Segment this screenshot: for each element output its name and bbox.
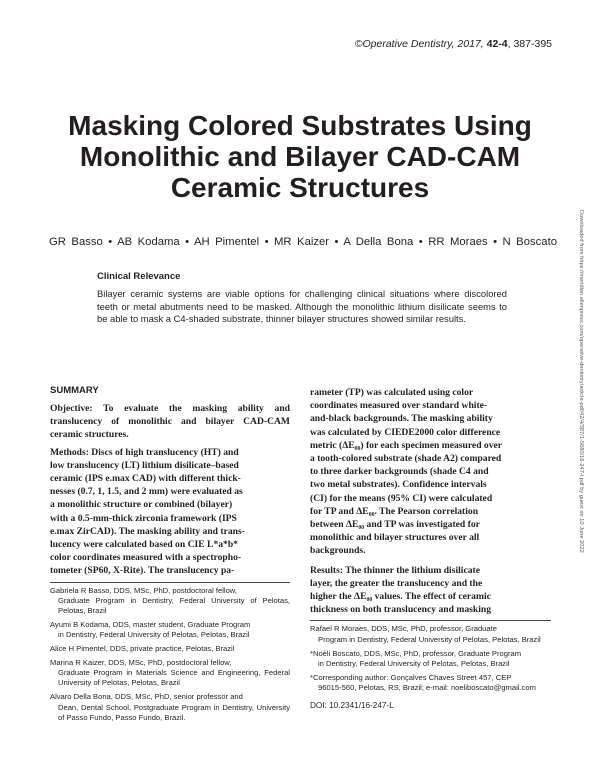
methods-line: rameter (TP) was calculated using color (310, 387, 474, 398)
summary-methods-continued (310, 386, 551, 558)
methods-line: a monolithic structure or combined (bilayer) (50, 499, 233, 511)
methods-line: e.max ZirCAD). The masking ability and trans- (50, 525, 245, 537)
summary-heading: SUMMARY (50, 385, 99, 396)
left-column (50, 385, 290, 727)
affiliation-kaizer: Marina R Kaizer, DDS, MSc, PhD, postdoctoral fellow, Graduate Program in Materials Science and Engineering, Federal University of Pelotas, Pelotas, Brazil (50, 658, 290, 688)
methods-line: metric (ΔE₀₀) for each specimen measured over (310, 439, 503, 451)
journal-header (355, 38, 552, 50)
affiliation-kodama: Ayumi B Kodama, DDS, master student, Graduate Program in Dentistry, Federal University of Pelotas, Pelotas, Brazil (50, 619, 251, 640)
methods-line: with a 0.5-mm-thick zirconia framework (IPS (50, 512, 237, 524)
journal-pages: , 387-395 (507, 38, 552, 50)
methods-line: color coordinates measured with a spectropho- (50, 552, 242, 564)
right-column (310, 386, 551, 710)
affiliation-boscato: *Noéli Boscato, DDS, MSc, PhD, professor, Graduate Program in Dentistry, Federal University of Pelotas, Pelotas, Brazil (310, 648, 522, 668)
affiliation-basso: Gabriela R Basso, DDS, MSc, PhD, postdoctoral fellow, Graduate Program in Dentistry, Federal University of Pelotas, Pelotas, Brazil (50, 585, 290, 615)
results-line: higher the ΔE₀₀ values. The effect of ceramic (310, 591, 491, 603)
results-line: layer, the greater the translucency and the (310, 577, 483, 589)
methods-line: backgrounds. (310, 545, 366, 557)
methods-line: and-black backgrounds. The masking ability (310, 413, 493, 425)
title-line: Ceramic Structures (170, 172, 430, 203)
methods-line: to three darker backgrounds (shade C4 and (310, 466, 489, 478)
methods-line: coordinates measured over standard white- (310, 400, 488, 412)
methods-line: lucency were calculated based on CIE L*a*b* (50, 539, 238, 551)
methods-line: ceramic (IPS e.max CAD) with different thick- (50, 473, 241, 485)
doi: DOI: 10.2341/16-247-L (310, 701, 394, 711)
clinical-relevance-heading: Clinical Relevance (97, 271, 181, 282)
methods-line: was calculated by CIEDE2000 color difference (310, 426, 501, 438)
affiliation-della-bona: Alvaro Della Bona, DDS, MSc, PhD, senior professor and Dean, Dental School, Postgraduate Program in Dentistry, University of Passo Fundo, Passo Fundo, Brazil. (50, 692, 290, 722)
title-line: Monolithic and Bilayer CAD-CAM (79, 141, 521, 172)
results-line: thickness on both translucency and masking (310, 604, 491, 616)
journal-name: ©Operative Dentistry, 2017, (354, 38, 487, 50)
methods-line: two metal substrates). Confidence intervals (310, 479, 487, 491)
methods-line: (CI) for the means (95% CI) were calculated (310, 492, 493, 504)
author-list: GR Basso • AB Kodama • AH Pimentel • MR Kaizer • A Della Bona • RR Moraes • N Boscato (49, 236, 557, 248)
results-line: Results: The thinner the lithium disilicate (310, 564, 480, 576)
clinical-relevance-text: Bilayer ceramic systems are viable options for challenging clinical situations where discolored teeth or metal abutments need to be masked. Although the monolithic lithium disilicate seems to be able to mask a C4-shaded substrate, thinner bilayer structures showed similar results. (97, 288, 507, 324)
affiliation-divider (310, 620, 551, 621)
affiliation-divider (50, 582, 290, 583)
methods-line: tometer (SP60, X-Rite). The translucency pa- (50, 565, 235, 577)
corresponding-author: *Corresponding author: Gonçalves Chaves Street 457, CEP 96015-560, Pelotas, RS, Brazil; e-mail: noeliboscato@gmail.com (310, 672, 536, 692)
affiliation-moraes: Rafael R Moraes, DDS, MSc, PhD, professor, Graduate Program in Dentistry, Federal University of Pelotas, Pelotas, Brazil (310, 624, 541, 644)
methods-line: between ΔE₀₀ and TP was investigated for (310, 519, 480, 531)
affiliation-pimentel: Alice H Pimentel, DDS, private practice, Pelotas, Brazil (50, 644, 235, 654)
title-line: Masking Colored Substrates Using (68, 110, 532, 141)
methods-line: nesses (0.7, 1, 1.5, and 2 mm) were evaluated as (50, 486, 243, 498)
journal-volume: 42-4 (486, 38, 508, 50)
download-notice: Downloaded from https://meridian.allenpress.com/operative-dentistry/article-pdf/42/4/387/1-5680/16-247-l.pdf by guest on 10 June 2022 (578, 210, 584, 553)
methods-line: low translucency (LT) lithium disilicate–based (50, 459, 239, 471)
methods-line: a tooth-colored substrate (shade A2) compared (310, 453, 502, 465)
methods-line: monolithic and bilayer structures over all (310, 532, 480, 544)
article-title (40, 110, 560, 203)
summary-methods (50, 446, 290, 578)
summary-objective: Objective: To evaluate the masking ability and translucency of monolithic and bilayer CAD-CAM ceramic structures. (50, 403, 290, 441)
methods-line: for TP and ΔE₀₀. The Pearson correlation (310, 505, 479, 517)
summary-results (310, 564, 551, 617)
methods-line: Methods: Discs of high translucency (HT) and (50, 446, 239, 458)
clinical-relevance (97, 271, 507, 326)
